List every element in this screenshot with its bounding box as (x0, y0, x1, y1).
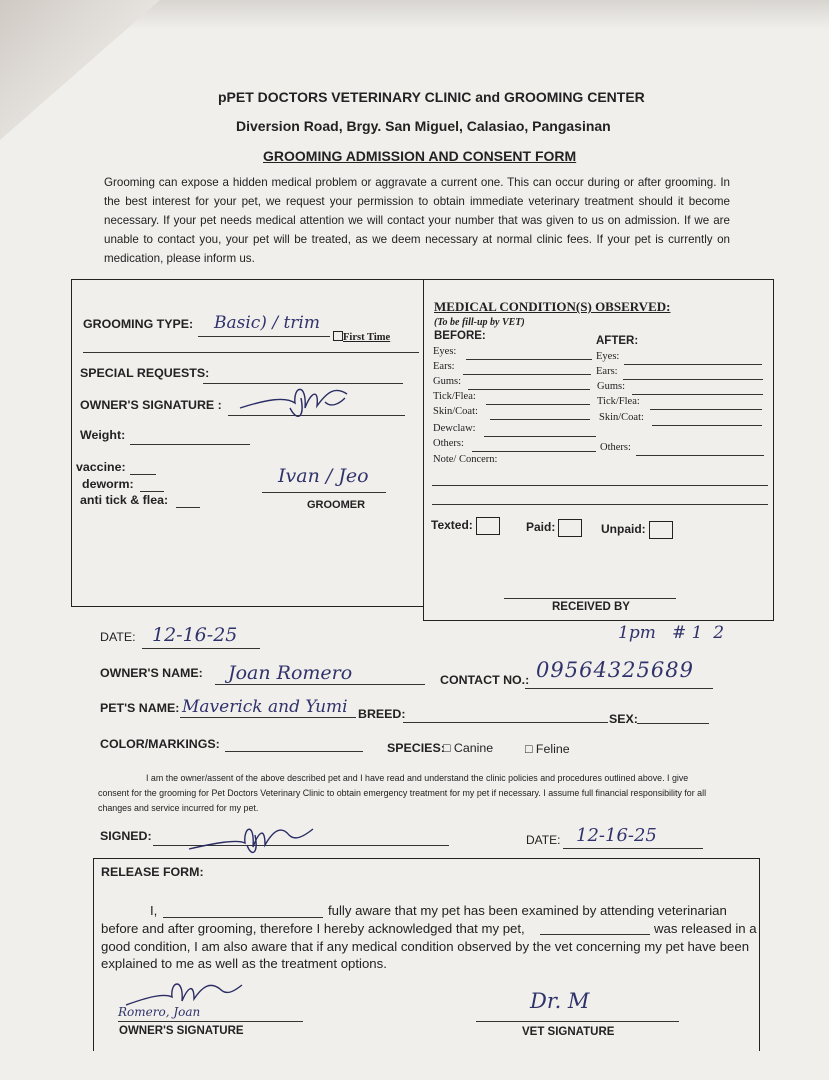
pet-name-line (180, 717, 356, 718)
medical-title: MEDICAL CONDITION(S) OBSERVED: (434, 299, 671, 314)
signed-date-line (563, 848, 703, 849)
after-label: AFTER: (596, 335, 639, 347)
contact-value[interactable]: 09564325689 (536, 658, 694, 682)
release-owner-printed-name: Romero, Joan (118, 1005, 201, 1019)
antitick-line (176, 507, 200, 508)
owner-consent-signature (185, 815, 325, 859)
clinic-name: pPET DOCTORS VETERINARY CLINIC and GROOMING CENTER (218, 89, 645, 105)
pet-name-label: PET'S NAME: (100, 701, 180, 715)
paid-box[interactable] (558, 519, 582, 537)
after-line (624, 364, 762, 365)
after-item: Gums: (597, 381, 626, 392)
before-line (472, 451, 596, 452)
time-note: 1pm # 1 2 (618, 623, 725, 643)
before-item: Skin/Coat: (433, 406, 478, 417)
date-value[interactable]: 12-16-25 (152, 624, 238, 646)
first-time-label: First Time (343, 332, 391, 343)
owner-name-line (215, 684, 425, 685)
special-requests-label: SPECIAL REQUESTS: (80, 366, 210, 380)
contact-line (525, 688, 713, 689)
before-item: Ears: (433, 361, 455, 372)
unpaid-checkbox[interactable] (601, 521, 673, 539)
note-line (432, 504, 768, 505)
before-item: Gums: (433, 376, 462, 387)
release-name-line (163, 917, 323, 918)
unpaid-box[interactable] (649, 521, 673, 539)
texted-checkbox[interactable] (431, 517, 500, 535)
grooming-extra-line (83, 352, 419, 353)
received-by-line (504, 598, 676, 599)
breed-line (403, 722, 608, 723)
clinic-address: Diversion Road, Brgy. San Miguel, Calasiao, Pangasinan (236, 118, 611, 134)
grooming-type-label: GROOMING TYPE: (83, 317, 194, 331)
before-line (463, 374, 591, 375)
before-line (466, 359, 592, 360)
breed-label: BREED: (358, 707, 406, 721)
after-item: Tick/Flea: (597, 396, 640, 407)
before-item: Eyes: (433, 346, 457, 357)
groomer-line (262, 492, 386, 493)
before-line (468, 389, 590, 390)
before-item: Tick/Flea: (433, 391, 476, 402)
signed-label: SIGNED: (100, 829, 152, 843)
weight-label: Weight: (80, 428, 126, 442)
owner-signature-scribble (235, 378, 355, 424)
release-line3: good condition, I am also aware that if any medical condition observed by the vet concerning my pet have been (101, 939, 750, 954)
intro-paragraph: Grooming can expose a hidden medical problem or aggravate a current one. This can occur during or after grooming. In the best interest for your pet, we request your permission to obtain immediate veterinary treatment should it become necessary. If your pet needs medical attention we will contact your number that was given to us on admission. If we are unable to contact you, your pet will be treated, as we deem necessary at normal clinic fees. If your pet is currently on medication, please inform us. (104, 176, 730, 265)
groomer-value[interactable]: Ivan / Jeo (278, 465, 369, 487)
before-item: Others: (433, 438, 464, 449)
vet-signature-value: Dr. M (530, 989, 590, 1013)
owner-name-label: OWNER'S NAME: (100, 666, 203, 680)
release-owner-line (118, 1021, 303, 1022)
antitick-label: anti tick & flea: (80, 493, 169, 507)
consent-paragraph: I am the owner/assent of the above described pet and I have read and understand the clinic policies and procedures outlined above. I give consent for the grooming for Pet Doctors Veterinary Clinic to obtain emergency treatment for my pet if necessary. I assume full financial responsibility for all changes and service incurred for my pet. (98, 773, 707, 813)
after-item: Eyes: (596, 351, 620, 362)
date-line (142, 648, 260, 649)
release-title: RELEASE FORM: (101, 865, 204, 879)
canine-checkbox[interactable]: □ Canine (443, 741, 494, 755)
texted-box[interactable] (476, 517, 500, 535)
note-line (432, 485, 768, 486)
paid-label: Paid: (526, 520, 556, 535)
after-line (652, 425, 762, 426)
release-owner-signature-label: OWNER'S SIGNATURE (119, 1025, 244, 1037)
first-time-checkbox[interactable] (333, 327, 390, 345)
species-label: SPECIES: (387, 741, 445, 755)
deworm-line (140, 491, 164, 492)
release-line2-end: was released in a (654, 921, 757, 936)
form-title: GROOMING ADMISSION AND CONSENT FORM (263, 148, 577, 164)
vet-signature-label: VET SIGNATURE (522, 1026, 615, 1038)
before-line (486, 404, 590, 405)
contact-label: CONTACT NO.: (440, 673, 530, 687)
owner-signature-label: OWNER'S SIGNATURE : (80, 398, 222, 412)
before-label: BEFORE: (434, 330, 486, 342)
deworm-label: deworm: (82, 477, 134, 491)
received-by-label: RECEIVED BY (552, 601, 630, 613)
texted-label: Texted: (431, 518, 473, 533)
paid-checkbox[interactable] (526, 519, 582, 537)
after-line (623, 379, 763, 380)
signed-date-label: DATE: (526, 833, 561, 847)
unpaid-label: Unpaid: (601, 522, 646, 537)
feline-checkbox[interactable]: □ Feline (525, 742, 570, 756)
release-line2-start: before and after grooming, therefore I hereby acknowledged that my pet, (101, 921, 525, 936)
grooming-type-value[interactable]: Basic) / trim (214, 313, 320, 333)
color-label: COLOR/MARKINGS: (100, 737, 220, 751)
sex-label: SEX: (609, 712, 638, 726)
groomer-label: GROOMER (307, 499, 366, 511)
release-pet-line (540, 934, 650, 935)
date-label: DATE: (100, 630, 136, 644)
pet-name-value[interactable]: Maverick and Yumi (182, 697, 348, 717)
after-item: Skin/Coat: (599, 412, 644, 423)
vaccine-label: vaccine: (76, 460, 126, 474)
release-line1-start: I, (150, 903, 158, 918)
before-line (484, 436, 596, 437)
note-label: Note/ Concern: (433, 454, 498, 465)
color-line (225, 751, 363, 752)
sex-line (637, 723, 709, 724)
before-item: Dewclaw: (433, 423, 476, 434)
after-line (650, 409, 762, 410)
before-line (490, 419, 590, 420)
after-item: Others: (600, 442, 631, 453)
signed-date-value[interactable]: 12-16-25 (576, 825, 657, 846)
release-line4: explained to me as well as the treatment options. (101, 956, 387, 971)
release-box (93, 858, 760, 1051)
after-line (636, 455, 764, 456)
vaccine-line (130, 474, 156, 475)
weight-line (130, 444, 250, 445)
vet-signature-line (476, 1021, 679, 1022)
medical-subtitle: (To be fill-up by VET) (434, 317, 525, 328)
release-line1-end: fully aware that my pet has been examined by attending veterinarian (328, 903, 727, 918)
owner-name-value[interactable]: Joan Romero (228, 662, 353, 684)
grooming-type-line (198, 336, 330, 337)
after-item: Ears: (596, 366, 618, 377)
after-line (632, 394, 763, 395)
